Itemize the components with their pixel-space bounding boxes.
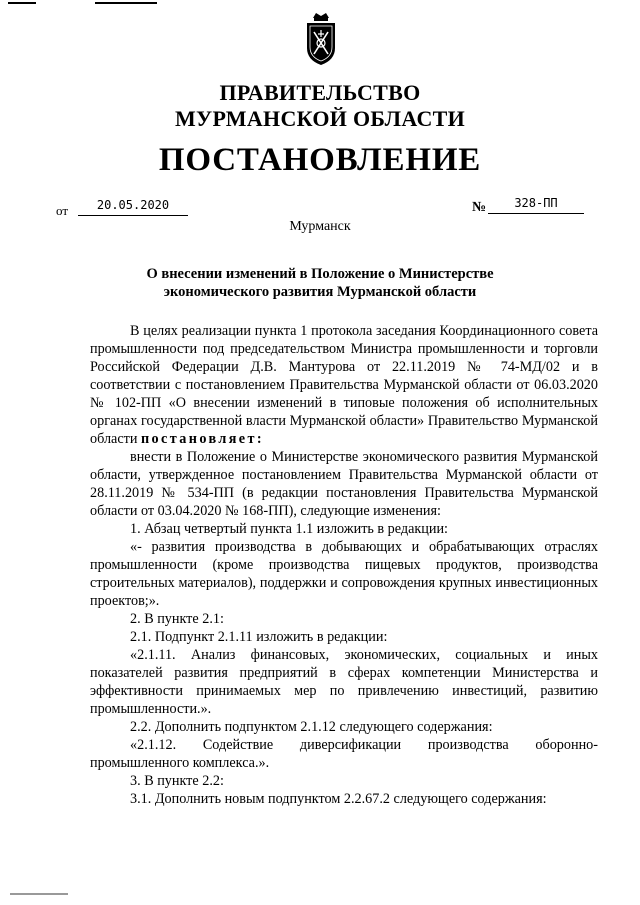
subject-line1: О внесении изменений в Положение о Министерстве [146,266,494,282]
government-name-line2: МУРМАНСКОЙ ОБЛАСТИ [174,106,466,131]
date-label: от [56,203,69,218]
paragraph-item-3-1: 3.1. Дополнить новым подпунктом 2.2.67.2 следующего содержания: [130,791,547,807]
paragraph-item-2-2: 2.2. Дополнить подпунктом 2.1.12 следующего содержания: [130,719,493,735]
subject-line2: экономического развития Мурманской области [163,284,477,300]
paragraph-quote-2: «2.1.11. Анализ финансовых, экономических, социальных и иных показателей развития предприятий в сферах компетенции Министерства и эффективности принимаемых мер по привлечению инвестиций, развитию промышленности.». [90,647,598,717]
document-type-title: ПОСТАНОВЛЕНИЕ [158,142,482,178]
number-label: № [472,200,487,215]
paragraph-item-3: 3. В пункте 2.2: [130,773,224,789]
document-body [90,322,598,808]
corner-mark-right [95,2,157,4]
document-number: 328-ПП [488,195,584,214]
footer-mark [10,893,68,895]
city-name: Мурманск [289,219,351,234]
paragraph-quote-3: «2.1.12. Содействие диверсификации производства оборонно-промышленного комплекса.». [90,737,598,771]
corner-mark-left [8,2,36,4]
preamble-text: В целях реализации пункта 1 протокола заседания Координационного совета промышленности под председательством Министра промышленности и торговли Российской Федерации Д.В. Мантурова от 22.11.2019 № 74-МД/02 и в соответствии с постановлением Правительства Мурманской области от 06.03.2020 № 102-ПП «О внесении изменений в типовые положения об исполнительных органах государственной власти Мурманской области» Правительство Мурманской области [90,323,598,447]
paragraph-item-2: 2. В пункте 2.1: [130,611,224,627]
coat-of-arms-emblem [304,10,338,68]
resolution-verb: постановляет: [140,431,265,447]
paragraph-preamble [90,322,598,448]
paragraph-main: внести в Положение о Министерстве экономического развития Мурманской области, утвержденное постановлением Правительства Мурманской области от 28.11.2019 № 534-ПП (в редакции постановления Правительства Мурманской области от 03.04.2020 № 168-ПП), следующие изменения: [90,449,598,519]
paragraph-item-2-1: 2.1. Подпункт 2.1.11 изложить в редакции: [130,629,388,645]
paragraph-item-1: 1. Абзац четвертый пункта 1.1 изложить в редакции: [130,521,448,537]
document-subject [0,265,640,301]
document-date: 20.05.2020 [78,197,188,216]
paragraph-quote-1: «- развития производства в добывающих и обрабатывающих отраслях промышленности (кроме производства пищевых продуктов, производства строительных материалов), поддержки и сопровождения крупных инвестиционных проектов;». [90,539,598,609]
government-name-line1: ПРАВИТЕЛЬСТВО [219,80,421,105]
